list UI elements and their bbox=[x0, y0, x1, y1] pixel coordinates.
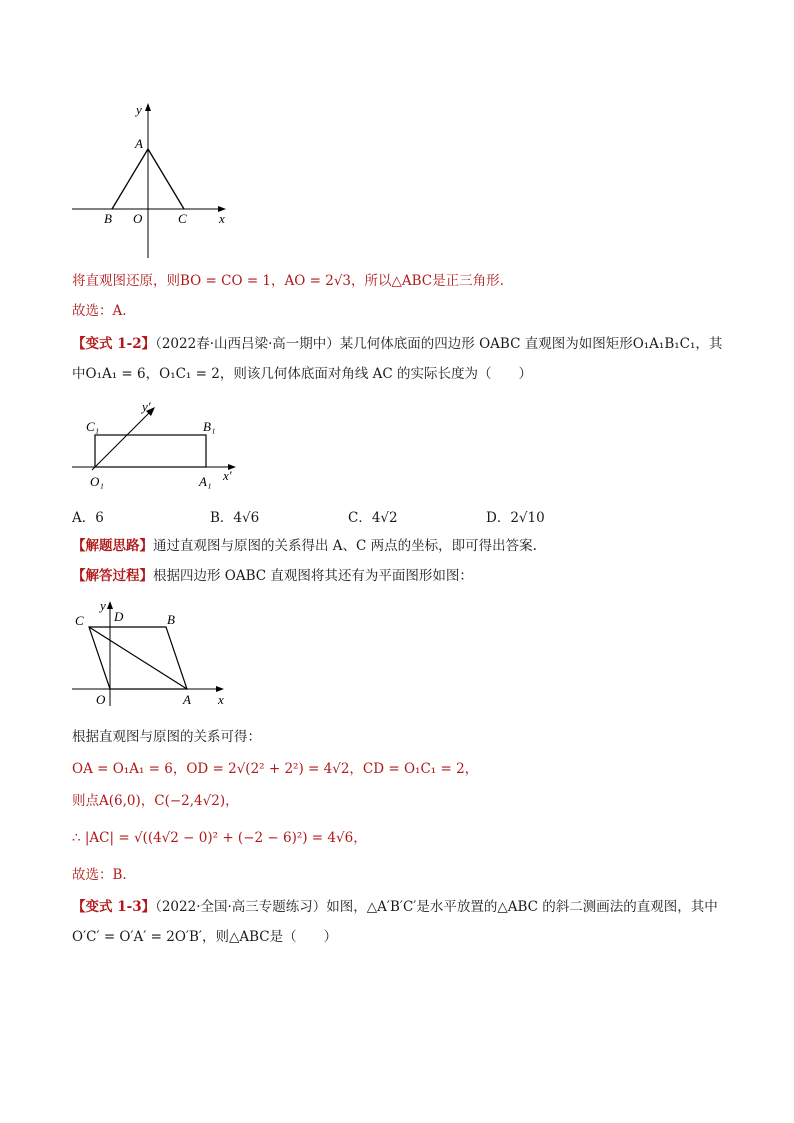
label-o: O bbox=[133, 211, 143, 226]
label-a1: A₁ bbox=[199, 474, 212, 489]
equation-1: OA = O₁A₁ = 6，OD = 2√(2² + 2²) = 4√2，CD = O₁C₁ = 2， bbox=[72, 761, 479, 777]
label-x-prime: x′ bbox=[223, 468, 232, 483]
equation-3: ∴ |AC| = √((4√2 − 0)² + (−2 − 6)²) = 4√6， bbox=[72, 830, 367, 846]
answer-2: 故选：B. bbox=[72, 867, 127, 883]
question-1-3-text: 如图，△A′B′C′是水平放置的△ABC 的斜二测画法的直观图，其中 bbox=[326, 899, 718, 915]
label-o: O bbox=[96, 692, 106, 707]
question-1-2-line-1 bbox=[72, 335, 722, 353]
figure-parallelogram bbox=[66, 594, 240, 710]
y-prime-axis bbox=[92, 410, 152, 470]
label-b: B bbox=[104, 211, 112, 226]
restore-note: 将直观图还原，则BO = CO = 1，AO = 2√3，所以△ABC是正三角形. bbox=[72, 273, 504, 289]
solution-process-text: 根据四边形 OABC 直观图将其还有为平面图形如图： bbox=[153, 568, 473, 584]
label-y: y bbox=[100, 598, 106, 613]
label-c: C bbox=[178, 211, 187, 226]
option-d[interactable]: D．2√10 bbox=[486, 510, 545, 526]
label-y: y bbox=[136, 102, 142, 117]
diagonal-ac bbox=[89, 627, 187, 689]
figure-triangle bbox=[66, 96, 236, 266]
option-c[interactable]: C．4√2 bbox=[348, 510, 398, 526]
figure-rectangle bbox=[66, 398, 252, 494]
question-1-3-source: （2022·全国·高三专题练习） bbox=[155, 899, 327, 915]
question-1-2-text: 某几何体底面的四边形 OABC 直观图为如图矩形O₁A₁B₁C₁，其 bbox=[339, 336, 723, 352]
label-b1: B₁ bbox=[203, 419, 216, 434]
segment-ab bbox=[112, 149, 148, 209]
label-b: B bbox=[167, 612, 175, 627]
label-y-prime: y′ bbox=[142, 399, 151, 414]
solution-idea-tag: 【解题思路】 bbox=[72, 538, 153, 554]
segment-ac bbox=[148, 149, 184, 209]
solution-process bbox=[72, 567, 473, 585]
relation-text: 根据直观图与原图的关系可得： bbox=[72, 729, 261, 745]
label-a: A bbox=[135, 136, 143, 151]
solution-idea-text: 通过直观图与原图的关系得出 A、C 两点的坐标，即可得出答案. bbox=[153, 538, 537, 554]
question-1-2-line-2: 中O₁A₁ = 6，O₁C₁ = 2，则该几何体底面对角线 AC 的实际长度为（ ） bbox=[72, 366, 532, 382]
solution-process-tag: 【解答过程】 bbox=[72, 568, 153, 584]
label-c1: C₁ bbox=[86, 419, 100, 434]
label-d: D bbox=[114, 609, 124, 624]
label-x: x bbox=[219, 211, 225, 226]
option-a[interactable]: A．6 bbox=[72, 510, 104, 526]
question-1-2-tag: 【变式 1-2】 bbox=[72, 336, 156, 352]
label-o1: O₁ bbox=[90, 474, 104, 489]
label-a: A bbox=[183, 692, 191, 707]
answer-1: 故选：A. bbox=[72, 303, 127, 319]
option-b[interactable]: B．4√6 bbox=[210, 510, 260, 526]
y-axis-arrow bbox=[107, 601, 113, 609]
question-1-3-tag: 【变式 1-3】 bbox=[72, 899, 156, 915]
equation-2: 则点A(6,0)，C(−2,4√2)， bbox=[72, 793, 239, 809]
question-1-3-line-1 bbox=[72, 898, 718, 916]
question-1-3-line-2: O′C′ = O′A′ = 2O′B′，则△ABC是（ ） bbox=[72, 929, 338, 945]
solution-idea bbox=[72, 537, 537, 555]
y-axis-arrow bbox=[145, 103, 151, 111]
label-x: x bbox=[218, 692, 224, 707]
question-1-2-source: （2022春·山西吕梁·高一期中） bbox=[155, 336, 340, 352]
label-c: C bbox=[75, 613, 84, 628]
